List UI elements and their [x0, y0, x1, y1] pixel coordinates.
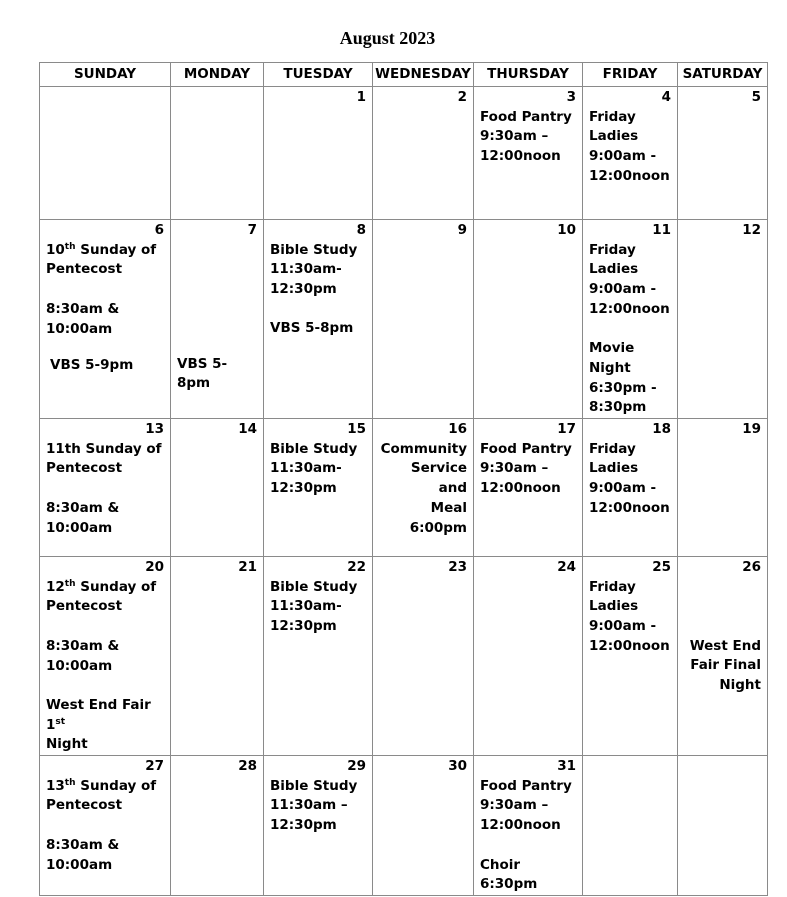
day-number: 31 [557, 758, 576, 775]
event-west-end-fair: West End Fair 1st [46, 696, 151, 733]
day-number: 8 [356, 222, 366, 238]
event-food-pantry: Food Pantry 9:30am – 12:00noon [480, 777, 572, 834]
day-number: 4 [661, 89, 671, 105]
weekday-monday: MONDAY [171, 63, 264, 87]
event-friday-ladies: Friday Ladies 9:00am - 12:00noon [589, 241, 670, 317]
day-number: 12 [742, 222, 761, 238]
day-number: 24 [557, 559, 576, 576]
day-cell-30 [373, 756, 474, 896]
event-choir: Choir 6:30pm [480, 856, 538, 893]
day-cell-27 [40, 756, 171, 896]
day-cell-1 [264, 87, 373, 220]
day-cell-16 [373, 419, 474, 557]
day-cell-14 [171, 419, 264, 557]
weekday-tuesday: TUESDAY [264, 63, 373, 87]
day-number: 30 [448, 758, 467, 775]
day-cell-25 [583, 557, 678, 756]
event-movie-night: Movie Night 6:30pm - 8:30pm [589, 340, 657, 416]
weekday-header-row [40, 63, 768, 87]
day-cell-29 [264, 756, 373, 896]
day-number: 13 [145, 421, 164, 438]
day-number: 14 [238, 421, 257, 438]
day-number: 6 [154, 222, 164, 238]
event-food-pantry: Food Pantry 9:30am – 12:00noon [480, 440, 572, 497]
day-number: 15 [347, 421, 366, 438]
day-number: 9 [457, 222, 467, 238]
event-service-times: 8:30am & 10:00am [46, 637, 120, 674]
day-number: 19 [742, 421, 761, 438]
event-food-pantry: Food Pantry 9:30am – 12:00noon [480, 108, 572, 165]
day-number: 25 [652, 559, 671, 576]
weekday-friday: FRIDAY [583, 63, 678, 87]
day-number: 21 [238, 559, 257, 576]
event-sunday-service: 10th Sunday of Pentecost [46, 241, 157, 278]
calendar-grid [39, 62, 768, 896]
event-friday-ladies: Friday Ladies 9:00am - 12:00noon [589, 578, 670, 654]
day-number: 22 [347, 559, 366, 576]
day-cell-12 [678, 220, 768, 419]
day-cell-15 [264, 419, 373, 557]
day-number: 29 [347, 758, 366, 775]
day-number: 26 [742, 559, 761, 576]
day-cell-4 [583, 87, 678, 220]
empty-day-cell [171, 87, 264, 220]
day-number: 2 [457, 89, 467, 105]
calendar-title: August 2023 [339, 28, 436, 48]
day-cell-3 [474, 87, 583, 220]
day-cell-26 [678, 557, 768, 756]
event-bible-study: Bible Study 11:30am- 12:30pm [270, 241, 358, 298]
event-west-end-fair-night: Night [46, 736, 88, 753]
day-cell-13 [40, 419, 171, 557]
empty-day-cell [40, 87, 171, 220]
day-number: 16 [448, 421, 467, 438]
empty-day-cell [583, 756, 678, 896]
event-vbs: VBS 5-9pm [50, 357, 134, 374]
event-bible-study: Bible Study 11:30am – 12:30pm [270, 777, 358, 834]
week-row [40, 87, 768, 220]
week-row [40, 419, 768, 557]
day-cell-20 [40, 557, 171, 756]
event-bible-study: Bible Study 11:30am- 12:30pm [270, 578, 358, 635]
day-cell-11 [583, 220, 678, 419]
day-cell-18 [583, 419, 678, 557]
day-number: 17 [557, 421, 576, 438]
event-service-times: 8:30am & 10:00am [46, 836, 120, 873]
weekday-sunday: SUNDAY [40, 63, 171, 87]
day-cell-5 [678, 87, 768, 220]
day-cell-22 [264, 557, 373, 756]
event-vbs: VBS 5-8pm [177, 355, 228, 392]
event-service-times: 8:30am & 10:00am [46, 300, 120, 337]
event-service-times: 8:30am & 10:00am [46, 499, 120, 536]
day-number: 11 [652, 222, 671, 238]
weekday-saturday: SATURDAY [678, 63, 768, 87]
day-number: 27 [145, 758, 164, 775]
day-number: 5 [751, 89, 761, 105]
event-west-end-fair-final: West End Fair Final Night [689, 637, 761, 694]
week-row [40, 220, 768, 419]
day-cell-17 [474, 419, 583, 557]
day-cell-23 [373, 557, 474, 756]
day-cell-28 [171, 756, 264, 896]
weekday-wednesday: WEDNESDAY [373, 63, 474, 87]
day-cell-7 [171, 220, 264, 419]
day-cell-10 [474, 220, 583, 419]
day-number: 10 [557, 222, 576, 238]
weekday-thursday: THURSDAY [474, 63, 583, 87]
day-number: 20 [145, 559, 164, 576]
event-friday-ladies: Friday Ladies 9:00am - 12:00noon [589, 440, 670, 516]
day-cell-24 [474, 557, 583, 756]
week-row [40, 756, 768, 896]
event-sunday-service: 11th Sunday of Pentecost [46, 440, 162, 477]
day-number: 23 [448, 559, 467, 576]
day-cell-21 [171, 557, 264, 756]
event-bible-study: Bible Study 11:30am- 12:30pm [270, 440, 358, 497]
day-number: 18 [652, 421, 671, 438]
day-number: 7 [247, 222, 257, 238]
day-cell-6 [40, 220, 171, 419]
event-vbs: VBS 5-8pm [270, 319, 354, 336]
empty-day-cell [678, 756, 768, 896]
day-cell-19 [678, 419, 768, 557]
day-number: 3 [566, 89, 576, 105]
week-row [40, 557, 768, 756]
day-cell-2 [373, 87, 474, 220]
day-cell-31 [474, 756, 583, 896]
day-number: 28 [238, 758, 257, 775]
day-number: 1 [356, 89, 366, 105]
event-sunday-service: 12th Sunday of Pentecost [46, 578, 157, 615]
event-sunday-service: 13th Sunday of Pentecost [46, 777, 157, 814]
event-friday-ladies: Friday Ladies 9:00am - 12:00noon [589, 108, 670, 184]
day-cell-8 [264, 220, 373, 419]
event-community-meal: Community Service and Meal 6:00pm [380, 440, 467, 536]
day-cell-9 [373, 220, 474, 419]
